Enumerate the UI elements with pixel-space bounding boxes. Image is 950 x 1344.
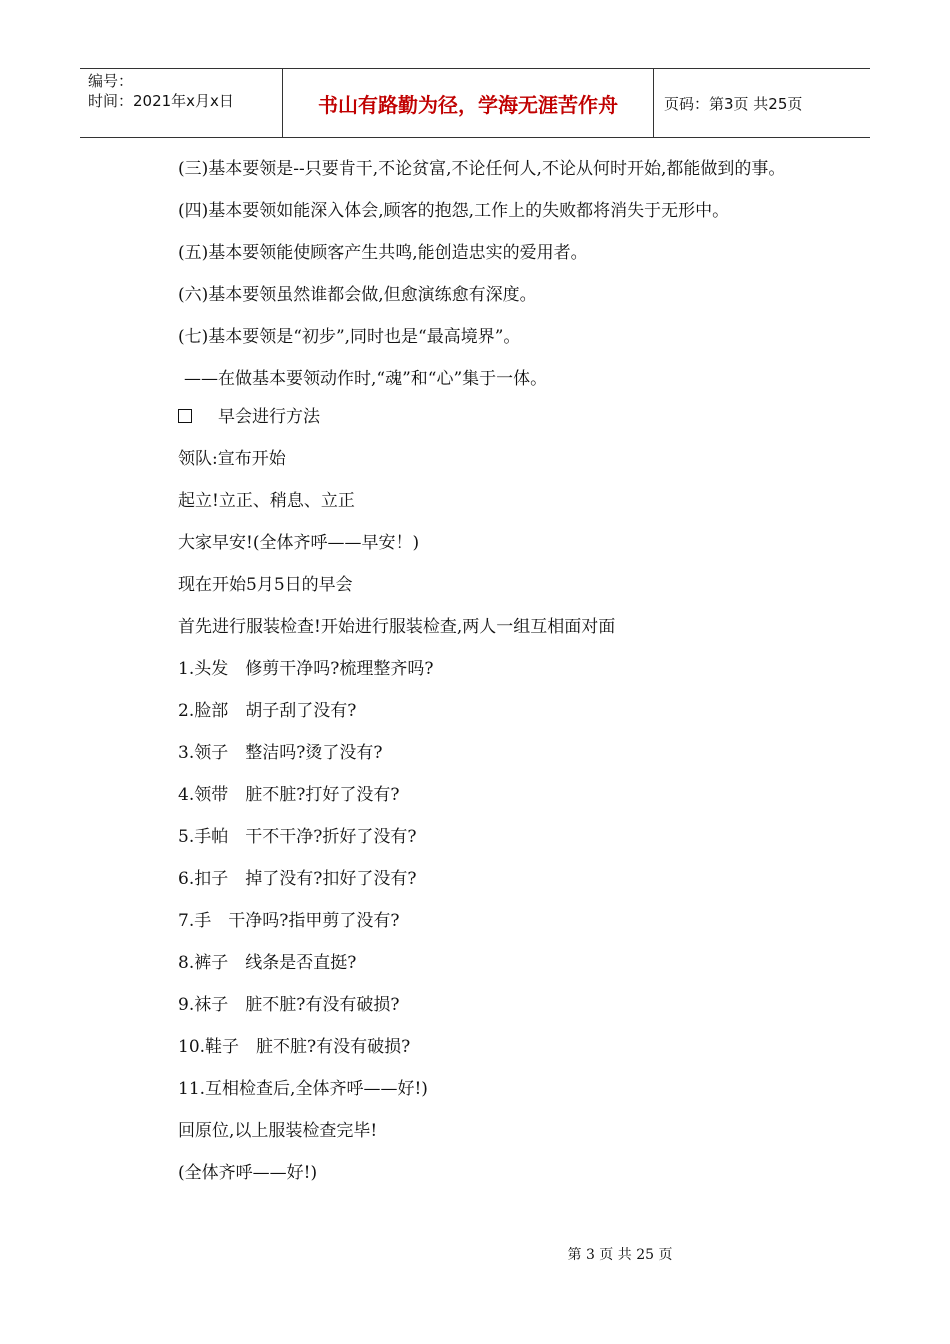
header-page-info: 页码：第3页 共25页 [664, 94, 803, 113]
page-footer: 第 3 页 共 25 页 [567, 1247, 673, 1263]
document-body [144, 152, 834, 1194]
paragraph-7: (七)基本要领是“初步”,同时也是“最高境界”。 [178, 327, 521, 347]
page-header [80, 68, 870, 138]
procedure-line: 回原位,以上服装检查完毕! [178, 1121, 378, 1141]
checklist-item: 7.手 干净吗?指甲剪了没有? [178, 911, 400, 931]
checklist-item: 11.互相检查后,全体齐呼——好!) [178, 1079, 428, 1099]
header-meta [80, 69, 282, 137]
section-heading [144, 396, 834, 438]
document-number-label: 编号： [88, 72, 134, 90]
checklist-item: 4.领带 脏不脏?打好了没有? [178, 785, 400, 805]
procedure-line: 起立!立正、稍息、立正 [178, 491, 355, 511]
document-date: 时间：2021年x月x日 [88, 92, 234, 110]
checklist-item: 10.鞋子 脏不脏?有没有破损? [178, 1037, 411, 1057]
procedure-line: 领队:宣布开始 [178, 449, 286, 469]
checklist-item: 8.裤子 线条是否直挺? [178, 953, 357, 973]
header-motto: 书山有路勤为径，学海无涯苦作舟 [282, 69, 654, 137]
summary-line: ——在做基本要领动作时,“魂”和“心”集于一体。 [184, 369, 548, 389]
section-title: 早会进行方法 [218, 407, 320, 427]
paragraph-3: (三)基本要领是--只要肯干,不论贫富,不论任何人,不论从何时开始,都能做到的事。 [178, 159, 786, 179]
paragraph-5: (五)基本要领能使顾客产生共鸣,能创造忠实的爱用者。 [178, 243, 588, 263]
procedure-line: (全体齐呼——好!) [178, 1163, 318, 1183]
checklist-item: 6.扣子 掉了没有?扣好了没有? [178, 869, 417, 889]
paragraph-6: (六)基本要领虽然谁都会做,但愈演练愈有深度。 [178, 285, 537, 305]
checklist-item: 1.头发 修剪干净吗?梳理整齐吗? [178, 659, 434, 679]
checklist-item: 2.脸部 胡子刮了没有? [178, 701, 357, 721]
checklist-item: 5.手帕 干不干净?折好了没有? [178, 827, 417, 847]
procedure-line: 大家早安!(全体齐呼——早安！) [178, 533, 420, 553]
checkbox-square-icon [178, 409, 192, 423]
procedure-line: 现在开始5月5日的早会 [178, 575, 353, 595]
procedure-line: 首先进行服装检查!开始进行服装检查,两人一组互相面对面 [178, 617, 616, 637]
checklist-item: 9.袜子 脏不脏?有没有破损? [178, 995, 400, 1015]
paragraph-4: (四)基本要领如能深入体会,顾客的抱怨,工作上的失败都将消失于无形中。 [178, 201, 730, 221]
checklist-item: 3.领子 整洁吗?烫了没有? [178, 743, 383, 763]
